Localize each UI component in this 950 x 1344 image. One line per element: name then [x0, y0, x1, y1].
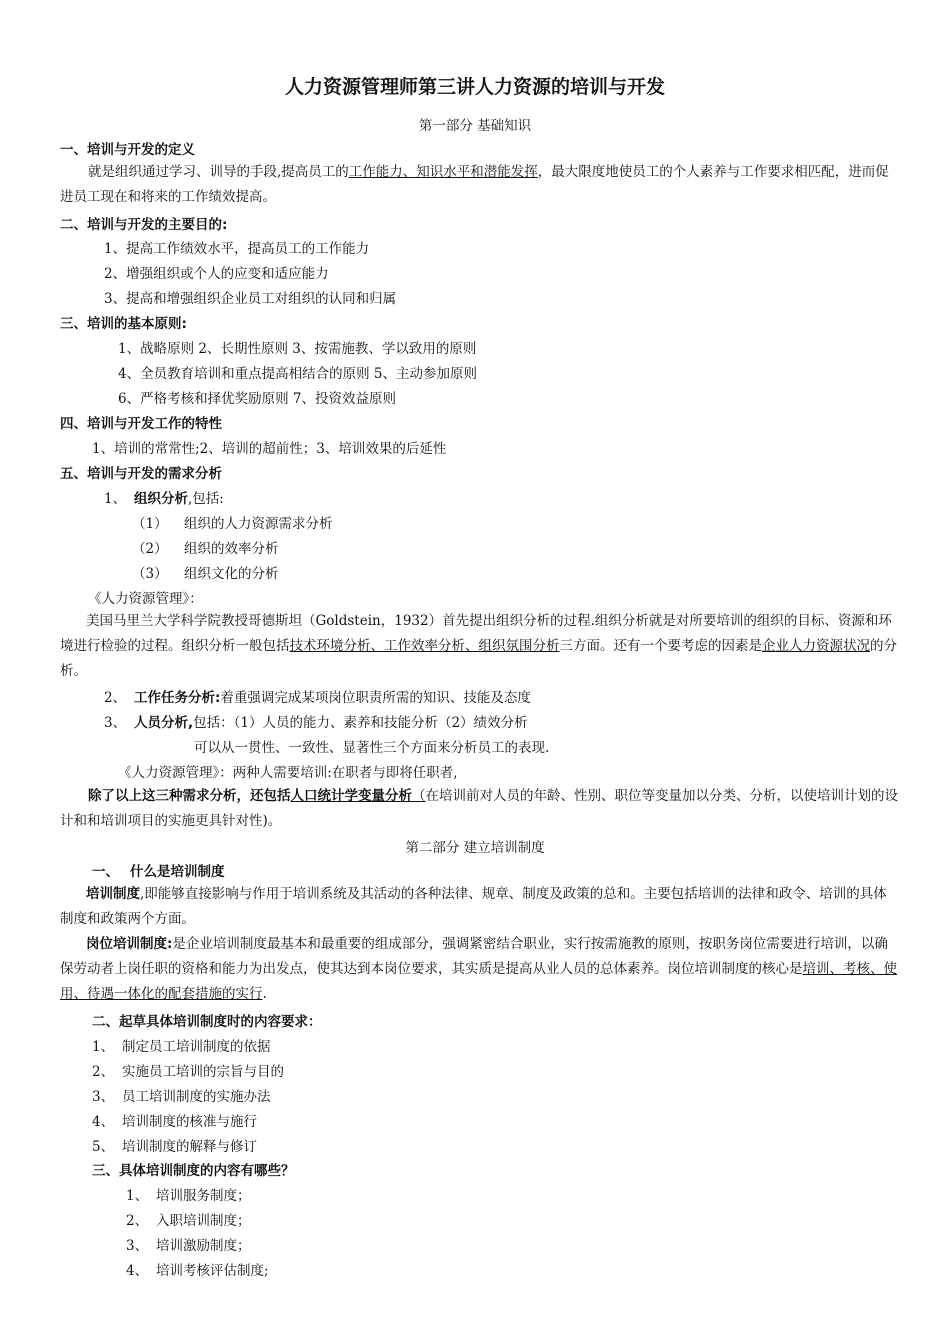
- task-analysis-label: 工作任务分析:: [134, 690, 221, 706]
- item-number: 1、: [126, 1188, 149, 1204]
- para-text-c: 的分析。: [60, 638, 897, 679]
- item-text: 员工培训制度的实施办法: [122, 1089, 271, 1105]
- sub-number: （1）: [132, 516, 168, 532]
- extra-bold-underline: 人口统计学变量分析: [290, 788, 412, 804]
- section-title: 什么是培训制度: [130, 864, 225, 880]
- definition-text: ,即能够直接影响与作用于培训系统及其活动的各种法律、规章、制度及政策的总和。主要包括培训的法律和政令、培训的具体制度和政策两个方面。: [60, 886, 887, 927]
- extra-analysis-paragraph: [60, 784, 898, 834]
- system-item: [126, 1262, 269, 1280]
- item-number: 2、: [104, 690, 127, 706]
- section4-text: 1、培训的常常性;2、培训的超前性；3、培训效果的后延性: [92, 441, 447, 457]
- item-text: 制定员工培训制度的依据: [122, 1039, 271, 1055]
- definition-term: 培训制度: [86, 886, 140, 902]
- part2-heading: 第二部分 建立培训制度: [405, 840, 545, 856]
- post-training-end: .: [262, 986, 267, 1002]
- section2-heading: 二、培训与开发的主要目的:: [60, 217, 228, 233]
- item-text: 入职培训制度；: [156, 1213, 251, 1229]
- post-training-underline: 培训、考核、使用、待遇一体化的配套措施的实行: [60, 961, 897, 1002]
- book-reference: 《人力资源管理》：: [88, 591, 203, 607]
- item-number: 2、: [126, 1213, 149, 1229]
- para-text-a: 美国马里兰大学科学院教授哥德斯坦（Goldstein，1932）首先提出组织分析的过程.组织分析就是对所要培训的组织的目标、资源和环境进行检验的过程。组织分析一般包括: [60, 613, 892, 654]
- book-reference-2: 《人力资源管理》：两种人需要培训:在职者与即将任职者,: [118, 765, 458, 781]
- para-underline-1: 技术环境分析、工作效率分析、组织氛围分析: [289, 638, 560, 654]
- org-analysis-rest: ,包括:: [188, 491, 224, 507]
- system-item: [126, 1212, 251, 1230]
- training-system-definition: [60, 882, 898, 932]
- item-number: 5、: [92, 1139, 115, 1155]
- task-analysis-rest: 着重强调完成某项岗位职责所需的知识、技能及态度: [220, 690, 531, 706]
- task-analysis-item: [104, 689, 531, 707]
- requirement-item: [92, 1113, 257, 1131]
- org-analysis-label: 组织分析: [134, 491, 188, 507]
- section3-item: 1、战略原则 2、长期性原则 3、按需施教、学以致用的原则: [118, 341, 477, 357]
- requirement-item: [92, 1063, 284, 1081]
- section2-item: 3、提高和增强组织企业员工对组织的认同和归属: [104, 291, 397, 307]
- section1-underline: 工作能力、知识水平和潜能发挥: [348, 164, 538, 180]
- system-item: [126, 1187, 251, 1205]
- post-training-text: 是企业培训制度最基本和最重要的组成部分，强调紧密结合职业，实行按需施教的原则，按职务岗位需要进行培训，以确保劳动者上岗任职的资格和能力为出发点，使其达到本岗位要求，其实质是提高从业人员的总体素养。岗位培训制度的核心是: [60, 936, 888, 977]
- section1-text-b: ，最大限度地使员工的个人素养与工作要求相匹配，进而促进员工现在和将来的工作绩效提高。: [60, 164, 889, 205]
- part1-heading: 第一部分 基础知识: [418, 118, 532, 134]
- part2-section2-heading: 二、起草具体培训制度时的内容要求：: [92, 1014, 322, 1030]
- sub-text: 组织文化的分析: [184, 566, 279, 582]
- document-title: 人力资源管理师第三讲人力资源的培训与开发: [284, 76, 665, 98]
- post-training-term: 岗位培训制度:: [86, 936, 173, 952]
- section-number: 一、: [92, 864, 119, 880]
- extra-rest-text: 在培训前对人员的年龄、性别、职位等变量加以分类、分析，以使培训计划的设计和和培训项目的实施更具针对性)。: [60, 788, 898, 829]
- section3-item: 4、全员教育培训和重点提高相结合的原则 5、主动参加原则: [118, 366, 477, 382]
- person-analysis-rest: 包括：（1）人员的能力、素养和技能分析（2）绩效分析: [193, 715, 528, 731]
- item-text: 培训考核评估制度;: [156, 1263, 269, 1279]
- part2-section3-heading: 三、具体培训制度的内容有哪些？: [92, 1163, 295, 1179]
- sub-text: 组织的效率分析: [184, 541, 279, 557]
- section2-item: 1、提高工作绩效水平，提高员工的工作能力: [104, 241, 370, 257]
- extra-bold-text: 除了以上这三种需求分析，还包括: [88, 788, 291, 804]
- item-number: 3、: [126, 1238, 149, 1254]
- item-number: 1、: [104, 491, 127, 507]
- section4-heading: 四、培训与开发工作的特性: [60, 416, 222, 432]
- sub-number: （3）: [132, 566, 168, 582]
- item-text: 培训制度的解释与修订: [122, 1139, 257, 1155]
- sub-number: （2）: [132, 541, 168, 557]
- item-text: 培训服务制度；: [156, 1188, 251, 1204]
- section1-paragraph: [60, 160, 898, 210]
- part2-section1-heading: [92, 863, 225, 881]
- para-text-b: 三方面。还有一个要考虑的因素是: [559, 638, 762, 654]
- requirement-item: [92, 1088, 271, 1106]
- section3-heading: 三、培训的基本原则:: [60, 316, 187, 332]
- item-text: 培训激励制度；: [156, 1238, 251, 1254]
- item-number: 4、: [126, 1263, 149, 1279]
- section1-heading: 一、培训与开发的定义: [60, 142, 195, 158]
- sub-text: 组织的人力资源需求分析: [184, 516, 333, 532]
- org-sub-item: [132, 565, 279, 583]
- org-sub-item: [132, 540, 279, 558]
- person-analysis-label: 人员分析,: [134, 715, 194, 731]
- section5-heading: 五、培训与开发的需求分析: [60, 466, 222, 482]
- person-analysis-note: 可以从一贯性、一致性、显著性三个方面来分析员工的表现.: [194, 740, 550, 756]
- item-number: 2、: [92, 1064, 115, 1080]
- requirement-item: [92, 1038, 271, 1056]
- person-analysis-item: [104, 714, 528, 732]
- section3-item: 6、严格考核和择优奖励原则 7、投资效益原则: [118, 391, 396, 407]
- section2-item: 2、增强组织或个人的应变和适应能力: [104, 266, 329, 282]
- requirement-item: [92, 1138, 257, 1156]
- extra-underline-paren: （: [412, 788, 426, 804]
- item-number: 3、: [104, 715, 127, 731]
- section1-text-a: 就是组织通过学习、训导的手段,提高员工的: [88, 164, 349, 180]
- item-number: 3、: [92, 1089, 115, 1105]
- org-analysis-item: [104, 490, 224, 508]
- org-sub-item: [132, 515, 333, 533]
- item-text: 实施员工培训的宗旨与目的: [122, 1064, 284, 1080]
- post-training-paragraph: [60, 932, 898, 1007]
- item-text: 培训制度的核准与施行: [122, 1114, 257, 1130]
- system-item: [126, 1237, 251, 1255]
- item-number: 4、: [92, 1114, 115, 1130]
- para-underline-2: 企业人力资源状况: [762, 638, 870, 654]
- item-number: 1、: [92, 1039, 115, 1055]
- org-analysis-paragraph: [60, 609, 898, 684]
